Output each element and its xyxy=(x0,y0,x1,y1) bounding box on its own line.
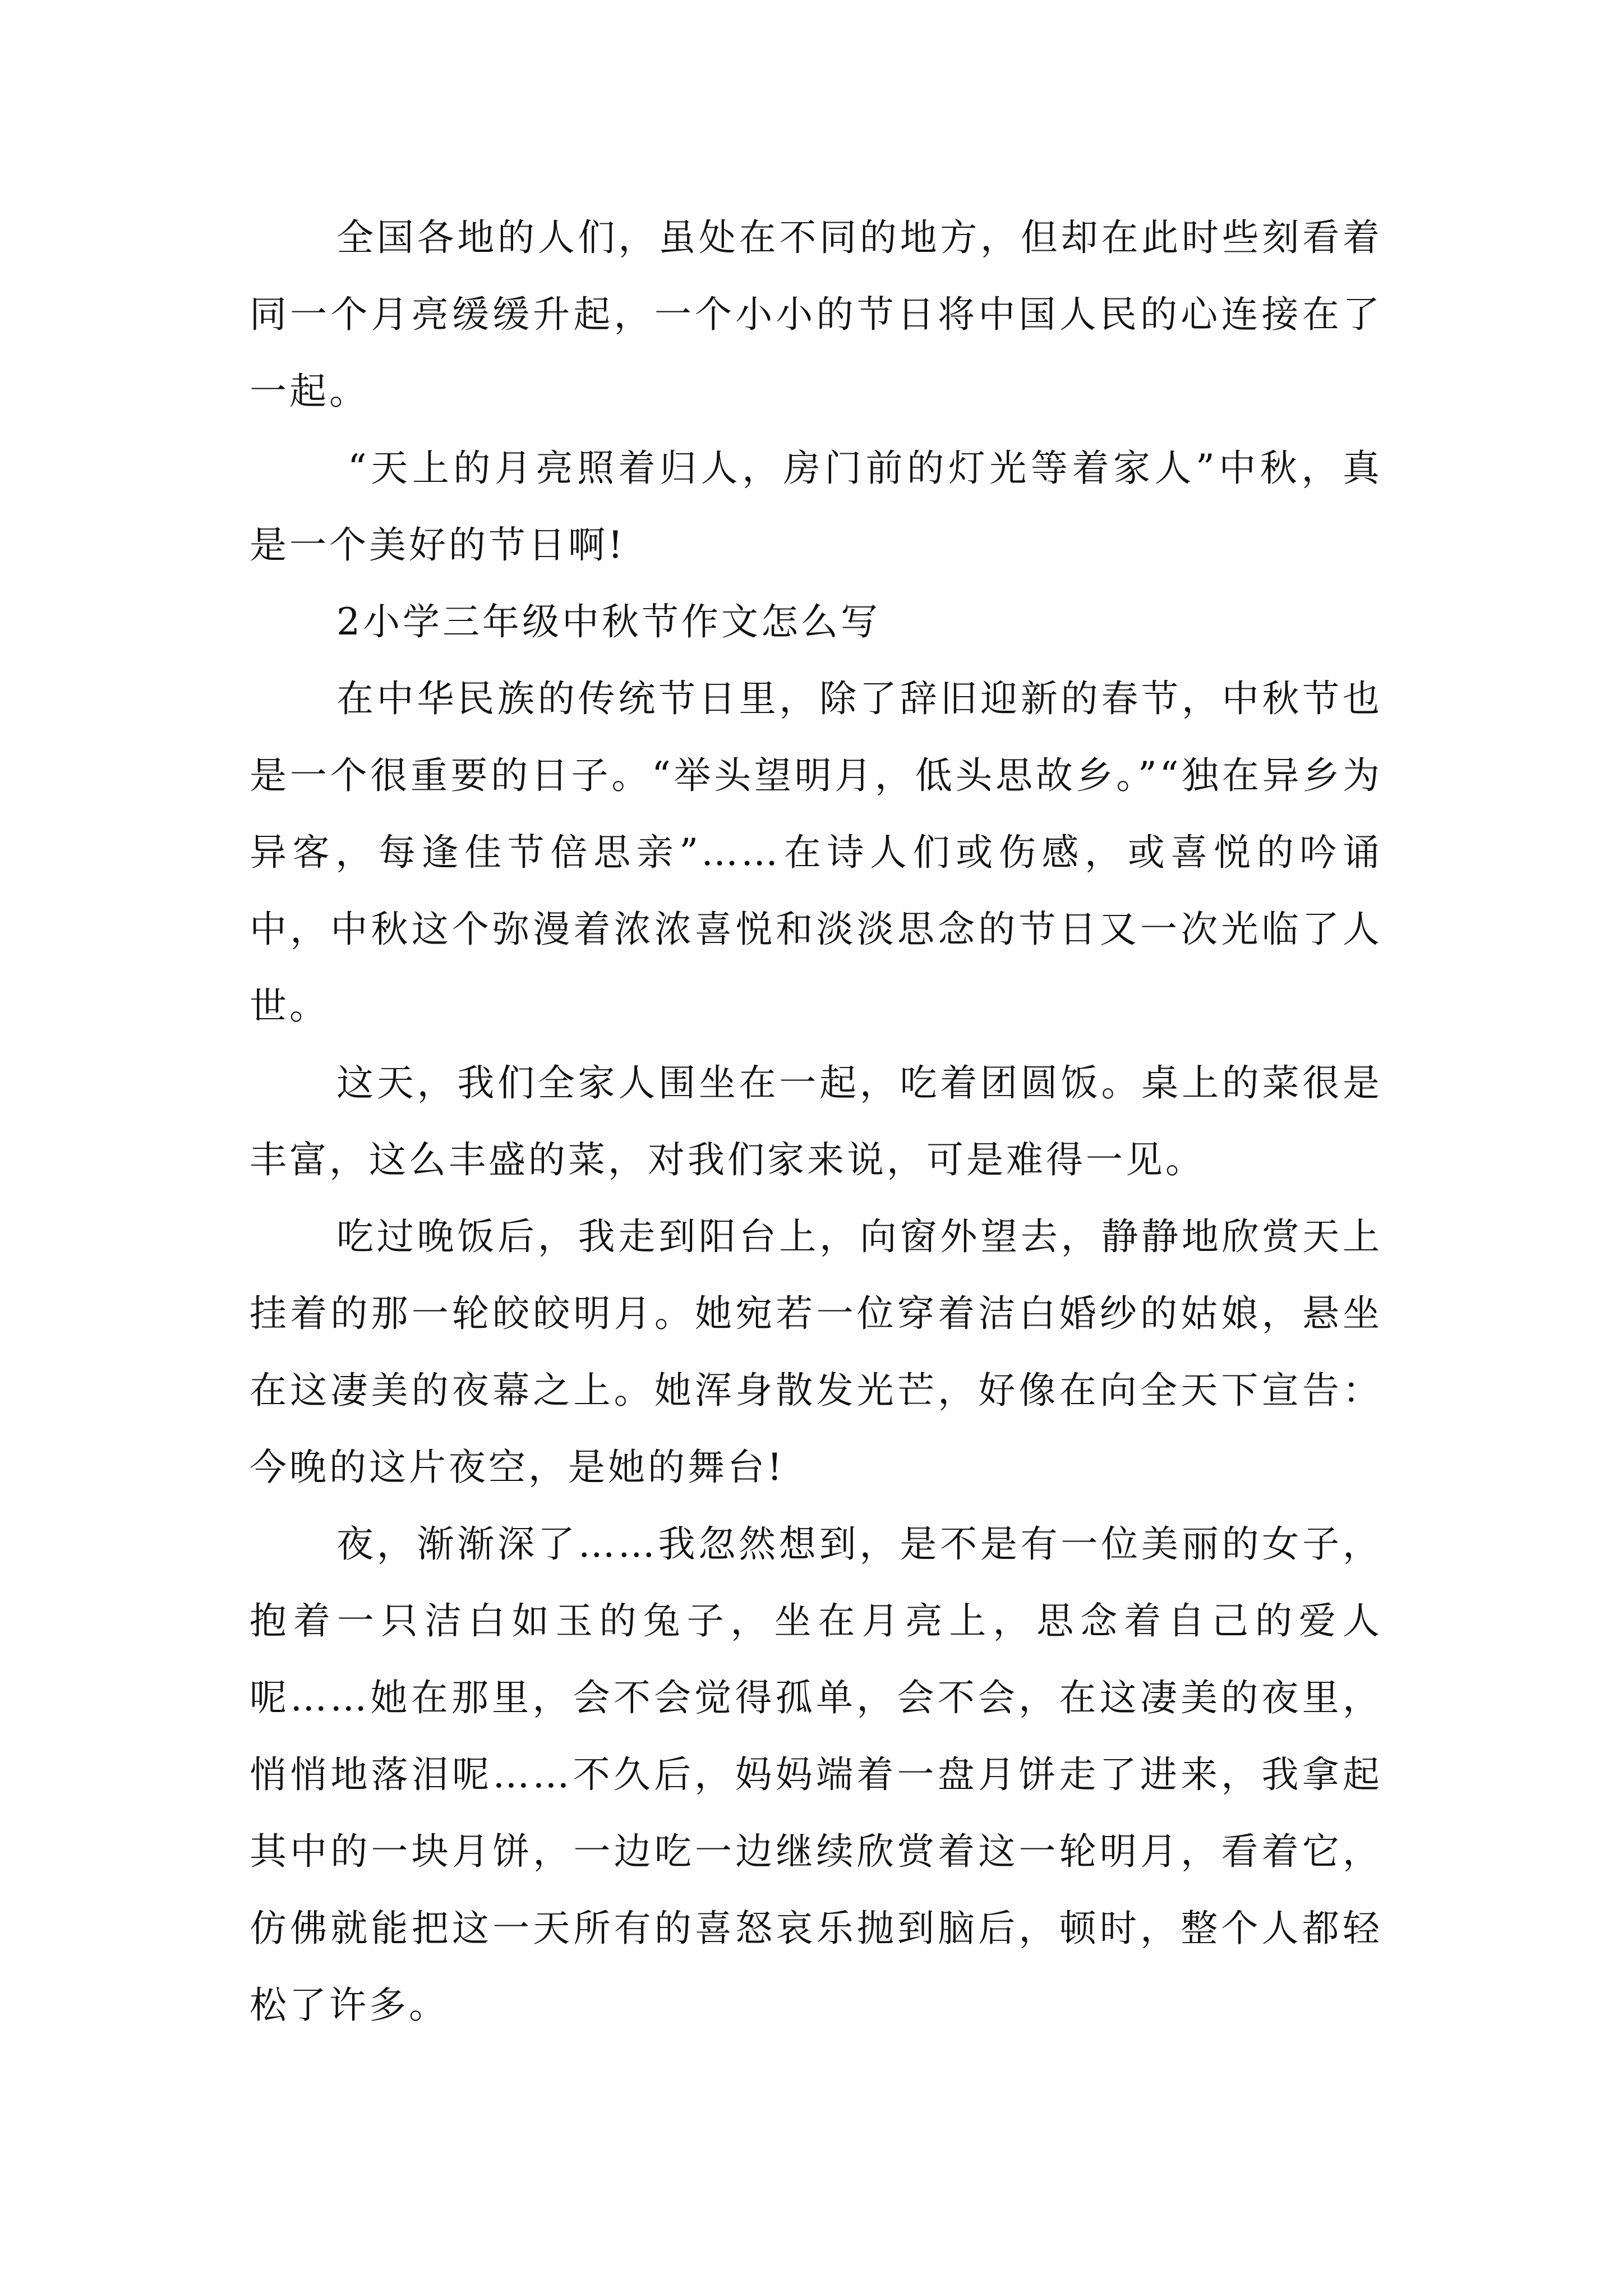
paragraph-balcony-moon: 吃过晚饭后，我走到阳台上，向窗外望去，静静地欣赏天上挂着的那一轮皎皎明月。她宛若一位穿着洁白婚纱的姑娘，悬坐在这凄美的夜幕之上。她浑身散发光芒，好像在向全天下宣告：今晚的这片夜空，是她的舞台! xyxy=(250,1215,1382,1489)
paragraph-traditional-festival: 在中华民族的传统节日里，除了辞旧迎新的春节，中秋节也是一个很重要的日子。“举头望明月，低头思故乡。”“独在异乡为异客，每逢佳节倍思亲”……在诗人们或伤感，或喜悦的吟诵中，中秋这个弥漫着浓浓喜悦和淡淡思念的节日又一次光临了人世。 xyxy=(250,677,1382,1028)
essay-heading: 2小学三年级中秋节作文怎么写 xyxy=(336,600,880,643)
paragraph-national-moon: 全国各地的人们，虽处在不同的地方，但却在此时些刻看着同一个月亮缓缓升起，一个小小的节日将中国人民的心连接在了一起。 xyxy=(250,216,1382,413)
paragraph-quote-moonlight: “天上的月亮照着归人，房门前的灯光等着家人”中秋，真是一个美好的节日啊! xyxy=(250,447,1382,567)
paragraph-night-mooncake: 夜，渐渐深了……我忽然想到，是不是有一位美丽的女子，抱着一只洁白如玉的兔子，坐在月亮上，思念着自己的爱人呢……她在那里，会不会觉得孤单，会不会，在这凄美的夜里，悄悄地落泪呢……不久后，妈妈端着一盘月饼走了进来，我拿起其中的一块月饼，一边吃一边继续欣赏着这一轮明月，看着它，仿佛就能把这一天所有的喜怒哀乐抛到脑后，顿时，整个人都轻松了许多。 xyxy=(250,1522,1382,2027)
paragraph-family-dinner: 这天，我们全家人围坐在一起，吃着团圆饭。桌上的菜很是丰富，这么丰盛的菜，对我们家来说，可是难得一见。 xyxy=(250,1061,1382,1181)
document-body xyxy=(250,199,1382,2044)
